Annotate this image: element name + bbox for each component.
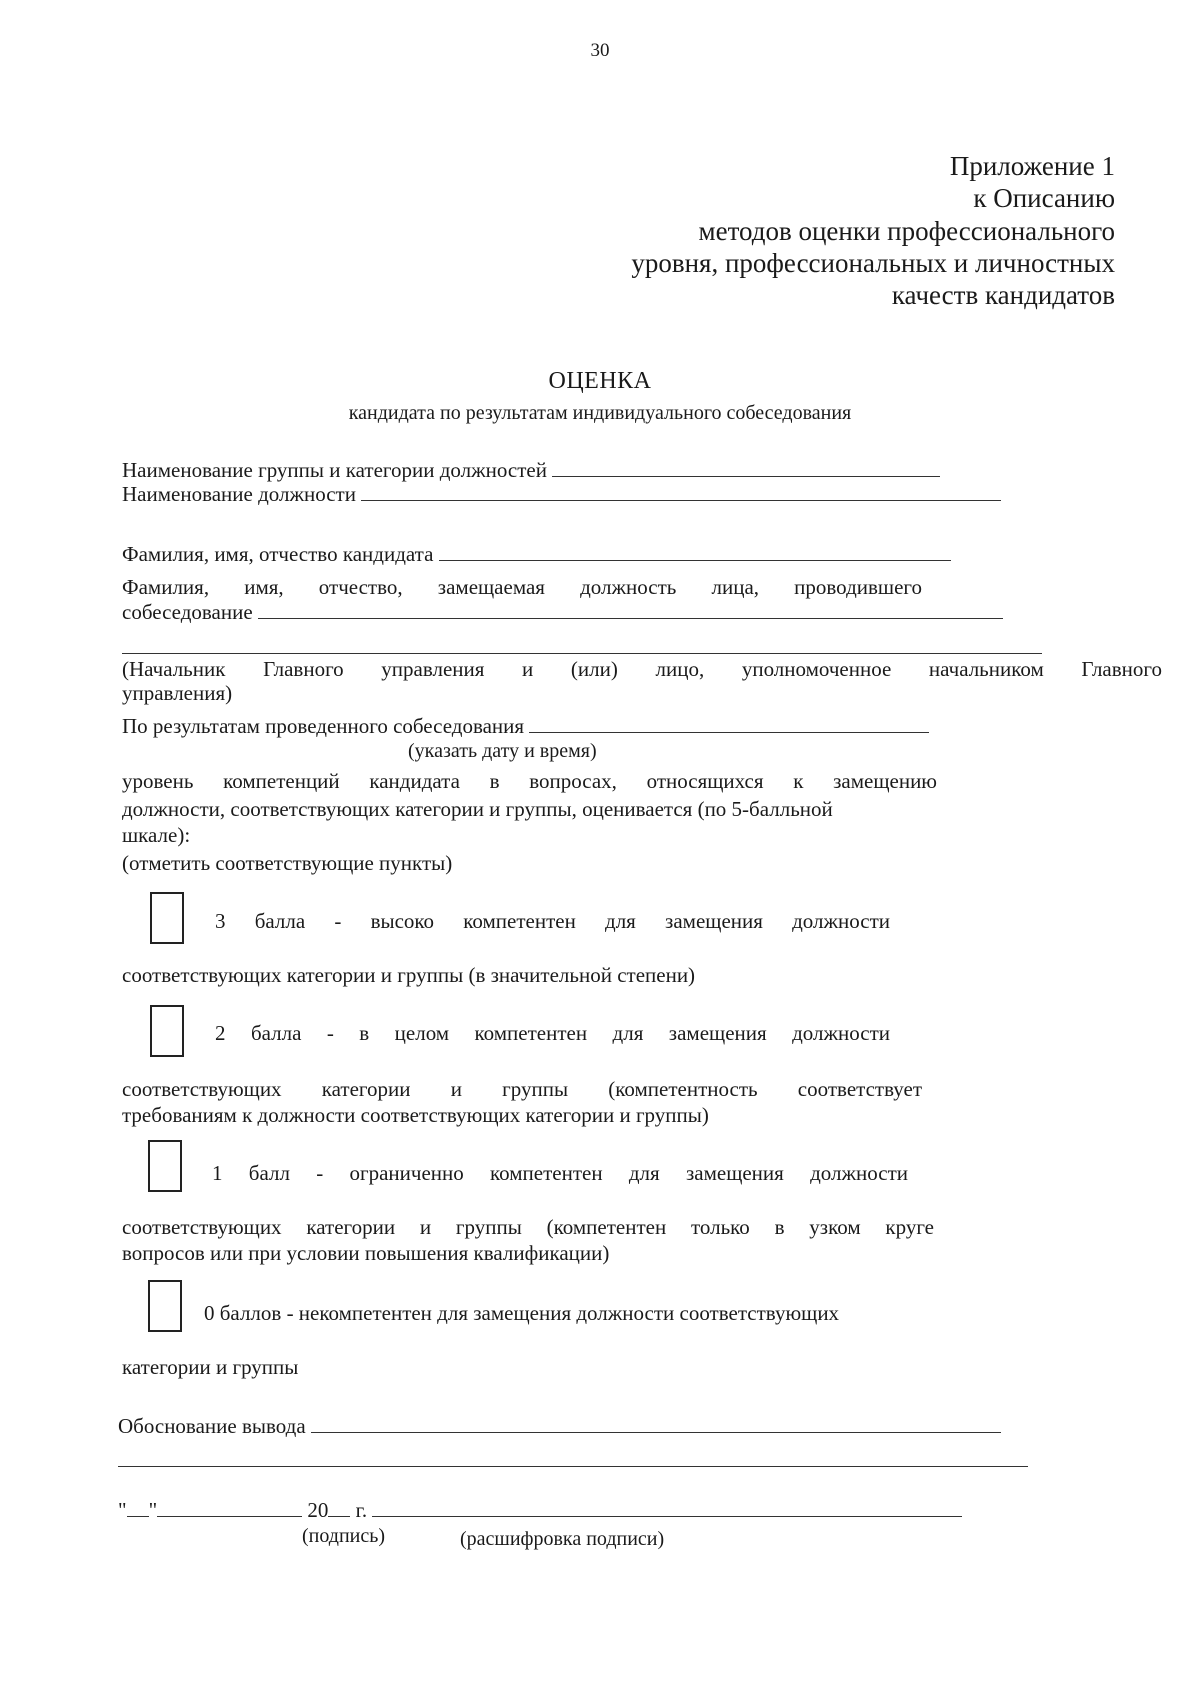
year-suffix: г. — [355, 1498, 368, 1522]
position-label: Наименование должности — [122, 482, 356, 506]
page-number: 30 — [590, 40, 610, 61]
position-field-row — [122, 480, 1001, 507]
interviewer-field-row — [122, 598, 1003, 625]
justification-input-line[interactable] — [311, 1412, 1001, 1433]
justification-extra-line[interactable] — [118, 1466, 1028, 1467]
appendix-line-4: уровня, профессиональных и личностных — [631, 248, 1115, 278]
signature-decode-hint: (расшифровка подписи) — [460, 1528, 665, 1550]
results-date-input-line[interactable] — [529, 712, 929, 733]
position-input-line[interactable] — [361, 480, 1001, 501]
appendix-line-2: к Описанию — [973, 183, 1115, 213]
level-text-3: шкале): — [122, 823, 191, 847]
option-2-rest-2: требованиям к должности соответствующих категории и группы) — [122, 1103, 709, 1127]
form-title: ОЦЕНКА — [548, 368, 652, 394]
option-2-rest-1: соответствующих категории и группы (компетентность соответствует — [122, 1077, 922, 1101]
option-0-rest-1: категории и группы — [122, 1355, 299, 1379]
option-3-head: 3 балла - высоко компетентен для замещения должности — [215, 909, 890, 933]
mark-hint: (отметить соответствующие пункты) — [122, 851, 453, 875]
checkbox-score-0[interactable] — [148, 1280, 182, 1332]
candidate-label: Фамилия, имя, отчество кандидата — [122, 542, 434, 566]
group-field-row — [122, 456, 940, 483]
level-text-1: уровень компетенций кандидата в вопросах, относящихся к замещению — [122, 769, 937, 793]
justification-label: Обоснование вывода — [118, 1414, 306, 1438]
option-0-head: 0 баллов - некомпетентен для замещения должности соответствующих — [204, 1301, 840, 1325]
date-hint: (указать дату и время) — [408, 740, 597, 762]
results-label: По результатам проведенного собеседования — [122, 714, 525, 738]
year-input-line[interactable] — [328, 1496, 350, 1517]
interviewer-input-line[interactable] — [258, 598, 1003, 619]
checkbox-score-2[interactable] — [150, 1005, 184, 1057]
date-signature-row — [118, 1496, 962, 1523]
signature-input-line[interactable] — [372, 1496, 962, 1517]
checkbox-score-3[interactable] — [150, 892, 184, 944]
signature-hint: (подпись) — [302, 1525, 386, 1547]
justification-field-row — [118, 1412, 1001, 1439]
candidate-input-line[interactable] — [439, 540, 951, 561]
level-text-2: должности, соответствующих категории и группы, оценивается (по 5-балльной — [122, 797, 833, 821]
interviewer-label-1: Фамилия, имя, отчество, замещаемая должность лица, проводившего — [122, 575, 922, 599]
interviewer-note-1: (Начальник Главного управления и (или) лицо, уполномоченное начальником Главного — [122, 657, 1162, 681]
appendix-line-3: методов оценки профессионального — [698, 216, 1115, 246]
candidate-field-row — [122, 540, 951, 567]
option-1-rest-2: вопросов или при условии повышения квалификации) — [122, 1241, 610, 1265]
appendix-line-1: Приложение 1 — [949, 151, 1115, 181]
results-field-row — [122, 712, 929, 739]
interviewer-label-2: собеседование — [122, 600, 253, 624]
option-1-rest-1: соответствующих категории и группы (компетентен только в узком круге — [122, 1215, 934, 1239]
interviewer-note-2: управления) — [122, 681, 233, 705]
appendix-line-5: качеств кандидатов — [891, 280, 1115, 310]
group-label: Наименование группы и категории должностей — [122, 458, 547, 482]
option-3-rest-1: соответствующих категории и группы (в значительной степени) — [122, 963, 696, 987]
date-quote-open: " — [118, 1498, 127, 1522]
option-1-head: 1 балл - ограниченно компетентен для замещения должности — [212, 1161, 908, 1185]
year-prefix: 20 — [307, 1498, 329, 1522]
checkbox-score-1[interactable] — [148, 1140, 182, 1192]
form-subtitle: кандидата по результатам индивидуального собеседования — [348, 402, 852, 424]
date-quote-close: " — [148, 1498, 158, 1522]
group-input-line[interactable] — [552, 456, 940, 477]
month-input-line[interactable] — [157, 1496, 302, 1517]
day-input-line[interactable] — [127, 1496, 149, 1517]
interviewer-extra-line[interactable] — [122, 653, 1042, 654]
option-2-head: 2 балла - в целом компетентен для замещения должности — [215, 1021, 890, 1045]
